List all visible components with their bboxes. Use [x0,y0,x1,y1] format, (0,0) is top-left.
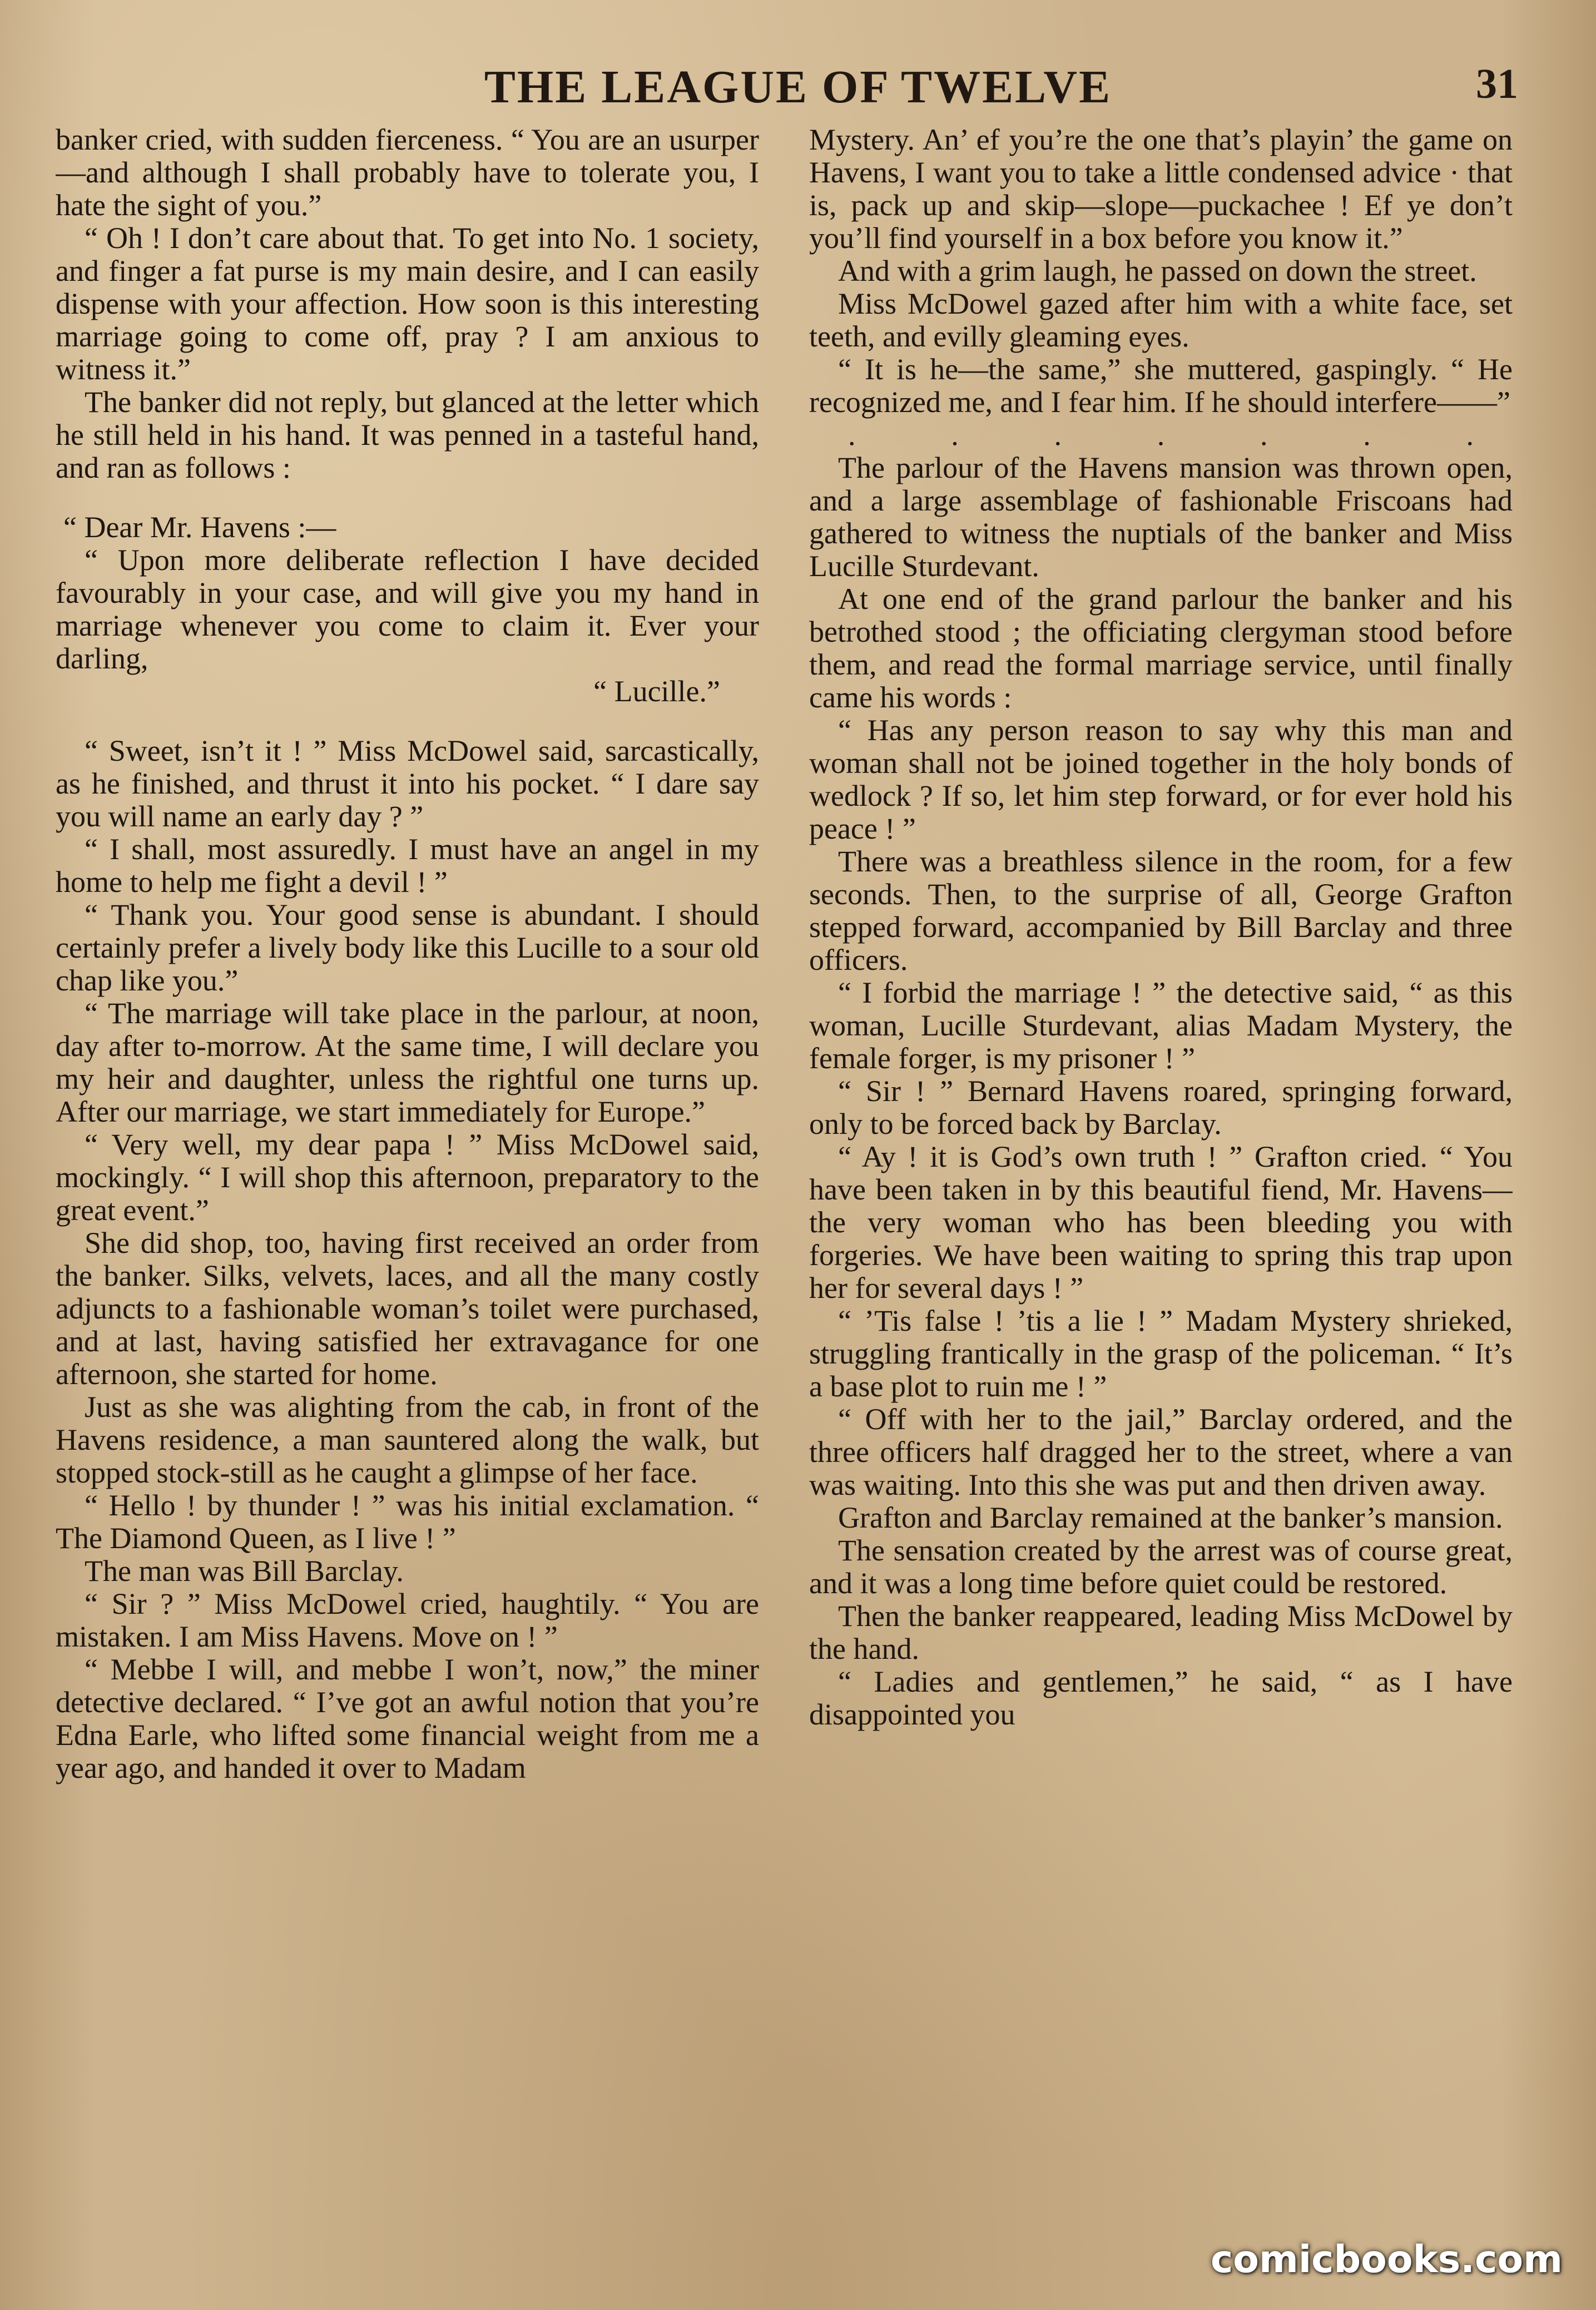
paragraph: Then the banker reappeared, leading Miss McDowel by the hand. [809,1599,1513,1665]
paragraph: The parlour of the Havens mansion was thrown open, and a large assemblage of fashionable Friscoans had gathered to witness the nuptials of the banker and Miss Lucille Sturdevant. [809,451,1513,583]
page-number: 31 [1476,61,1518,107]
left-column [56,123,759,2270]
paragraph: “ Sweet, isn’t it ! ” Miss McDowel said, sarcastically, as he finished, and thrust it into his pocket. “ I dare say you will name an early day ? ” [56,734,759,833]
page-title: THE LEAGUE OF TWELVE [484,61,1112,113]
paragraph: “ The marriage will take place in the parlour, at noon, day after to-morrow. At the same time, I will declare you my heir and daughter, unless the rightful one turns up. After our marriage, we start immediately for Europe.” [56,997,759,1128]
letter-body: “ Upon more deliberate reflection I have decided favourably in your case, and will give you my hand in marriage whenever you come to claim it. Ever your darling, [56,543,759,675]
paragraph: And with a grim laugh, he passed on down the street. [838,254,1477,287]
running-head [0,60,1596,113]
paragraph: Just as she was alighting from the cab, in front of the Havens residence, a man sauntered along the walk, but stopped stock-still as he caught a glimpse of her face. [56,1390,759,1489]
paragraph: The banker did not reply, but glanced at the letter which he still held in his hand. It was penned in a tasteful hand, and ran as follows : [56,385,759,484]
paragraph: “ Ay ! it is God’s own truth ! ” Grafton cried. “ You have been taken in by this beautiful fiend, Mr. Havens—the very woman who has been bleeding you with forgeries. We have been waiting to spring this trap upon her for several days ! ” [809,1140,1513,1305]
paragraph: “ I forbid the marriage ! ” the detective said, “ as this woman, Lucille Sturdevant, alias Madam Mystery, the female forger, is my prisoner ! ” [809,976,1513,1075]
paragraph: “ ’Tis false ! ’tis a lie ! ” Madam Mystery shrieked, struggling frantically in the grasp of the policeman. “ It’s a base plot to ruin me ! ” [809,1304,1513,1403]
paragraph: She did shop, too, having first received an order from the banker. Silks, velvets, laces, and all the many costly adjuncts to a fashionable woman’s toilet were purchased, and at last, having satisfied her extravagance for one afternoon, she started for home. [56,1226,759,1391]
paragraph: There was a breathless silence in the room, for a few seconds. Then, to the surprise of all, George Grafton stepped forward, accompanied by Bill Barclay and three officers. [809,845,1513,976]
section-break: . . . . . . . [848,418,1474,452]
paragraph: “ Mebbe I will, and mebbe I won’t, now,” the miner detective declared. “ I’ve got an awful notion that you’re Edna Earle, who lifted some financial weight from me a year ago, and handed it over to Madam [56,1653,759,1784]
paragraph: Mystery. An’ ef you’re the one that’s playin’ the game on Havens, I want you to take a little condensed advice · that is, pack up and skip—slope—puckachee ! Ef ye don’t you’ll find yourself in a box before you know it.” [809,123,1513,255]
paragraph: Miss McDowel gazed after him with a white face, set teeth, and evilly gleaming eyes. [809,287,1513,353]
paragraph: “ Off with her to the jail,” Barclay ordered, and the three officers half dragged her to the street, where a van was waiting. Into this she was put and then driven away. [809,1402,1513,1501]
paragraph: “ Oh ! I don’t care about that. To get into No. 1 society, and finger a fat purse is my main desire, and I can easily dispense with your affection. How soon is this interesting marriage going to come off, pray ? I am anxious to witness it.” [56,221,759,386]
paragraph: “ It is he—the same,” she muttered, gaspingly. “ He recognized me, and I fear him. If he should interfere——” [809,353,1513,419]
paragraph: banker cried, with sudden fierceness. “ You are an usurper—and although I shall probably have to tolerate you, I hate the sight of you.” [56,123,759,222]
paragraph: “ Very well, my dear papa ! ” Miss McDowel said, mockingly. “ I will shop this afternoon, preparatory to the great event.” [56,1128,759,1227]
paragraph: “ Ladies and gentlemen,” he said, “ as I have disappointed you [809,1665,1513,1731]
paragraph: The sensation created by the arrest was of course great, and it was a long time before quiet could be restored. [809,1534,1513,1600]
paragraph: Grafton and Barclay remained at the banker’s mansion. [838,1501,1503,1534]
paragraph: “ Hello ! by thunder ! ” was his initial exclamation. “ The Diamond Queen, as I live ! ” [56,1489,759,1555]
paragraph: “ Has any person reason to say why this man and woman shall not be joined together in the holy bonds of wedlock ? If so, let him step forward, or for ever hold his peace ! ” [809,713,1513,845]
letter-signature: “ Lucille.” [593,675,720,708]
watermark: comicbooks.com [1210,2238,1563,2282]
paragraph: “ Sir ? ” Miss McDowel cried, haughtily. “ You are mistaken. I am Miss Havens. Move on ! ” [56,1587,759,1653]
paragraph: The man was Bill Barclay. [85,1554,404,1588]
paragraph: At one end of the grand parlour the banker and his betrothed stood ; the officiating clergyman stood before them, and read the formal marriage service, until finally came his words : [809,582,1513,714]
right-column [809,123,1513,2270]
paragraph: “ I shall, most assuredly. I must have an angel in my home to help me fight a devil ! ” [56,832,759,899]
paragraph: “ Thank you. Your good sense is abundant. I should certainly prefer a lively body like this Lucille to a sour old chap like you.” [56,898,759,997]
paragraph: “ Sir ! ” Bernard Havens roared, springing forward, only to be forced back by Barclay. [809,1074,1513,1141]
letter-salutation: “ Dear Mr. Havens :— [63,510,336,544]
